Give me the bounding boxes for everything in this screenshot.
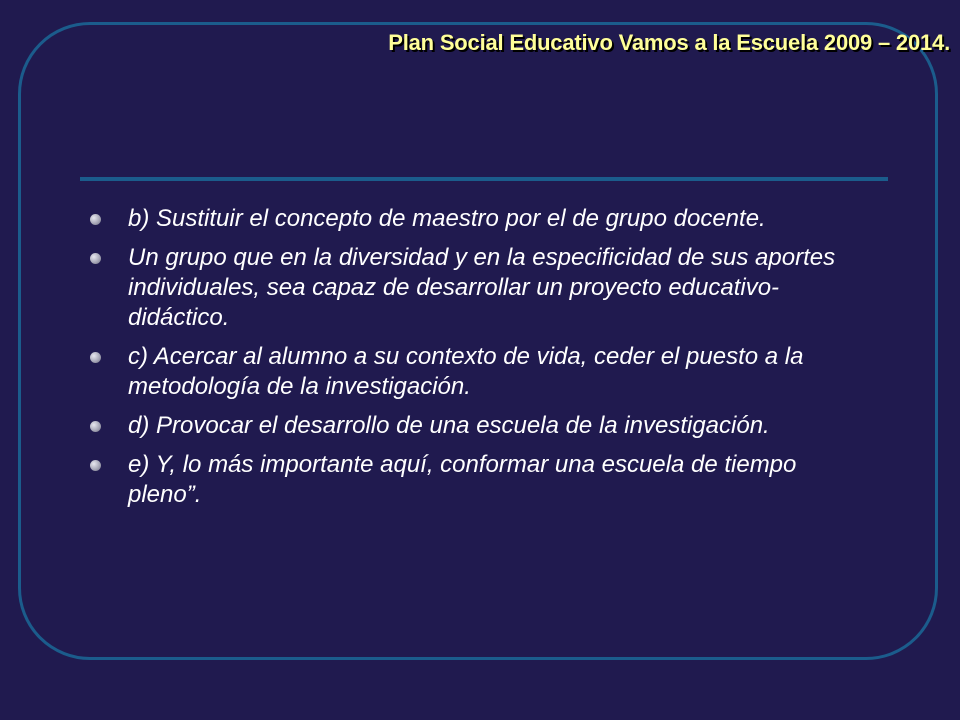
- bullet-item: [88, 411, 858, 441]
- bullet-text: d) Provocar el desarrollo de una escuela de la investigación.: [128, 412, 770, 439]
- bullet-text: c) Acercar al alumno a su contexto de vida, ceder el puesto a la metodología de la investigación.: [128, 343, 804, 400]
- bullet-item: [88, 450, 858, 510]
- slide-title: Plan Social Educativo Vamos a la Escuela 2009 – 2014.: [388, 30, 950, 55]
- bullet-dot-icon: [90, 352, 101, 363]
- bullet-dot-icon: [90, 214, 101, 225]
- bullet-text: b) Sustituir el concepto de maestro por el de grupo docente.: [128, 205, 766, 232]
- bullet-item: [88, 342, 858, 402]
- bullet-dot-icon: [90, 253, 101, 264]
- bullet-text: e) Y, lo más importante aquí, conformar una escuela de tiempo pleno”.: [128, 451, 797, 508]
- title-divider: [80, 177, 888, 181]
- bullet-list: [88, 204, 858, 519]
- bullet-item: [88, 243, 858, 333]
- bullet-text: Un grupo que en la diversidad y en la especificidad de sus aportes individuales, sea capaz de desarrollar un proyecto educativo-didáctico.: [128, 244, 836, 331]
- bullet-dot-icon: [90, 421, 101, 432]
- bullet-dot-icon: [90, 460, 101, 471]
- bullet-item: [88, 204, 858, 234]
